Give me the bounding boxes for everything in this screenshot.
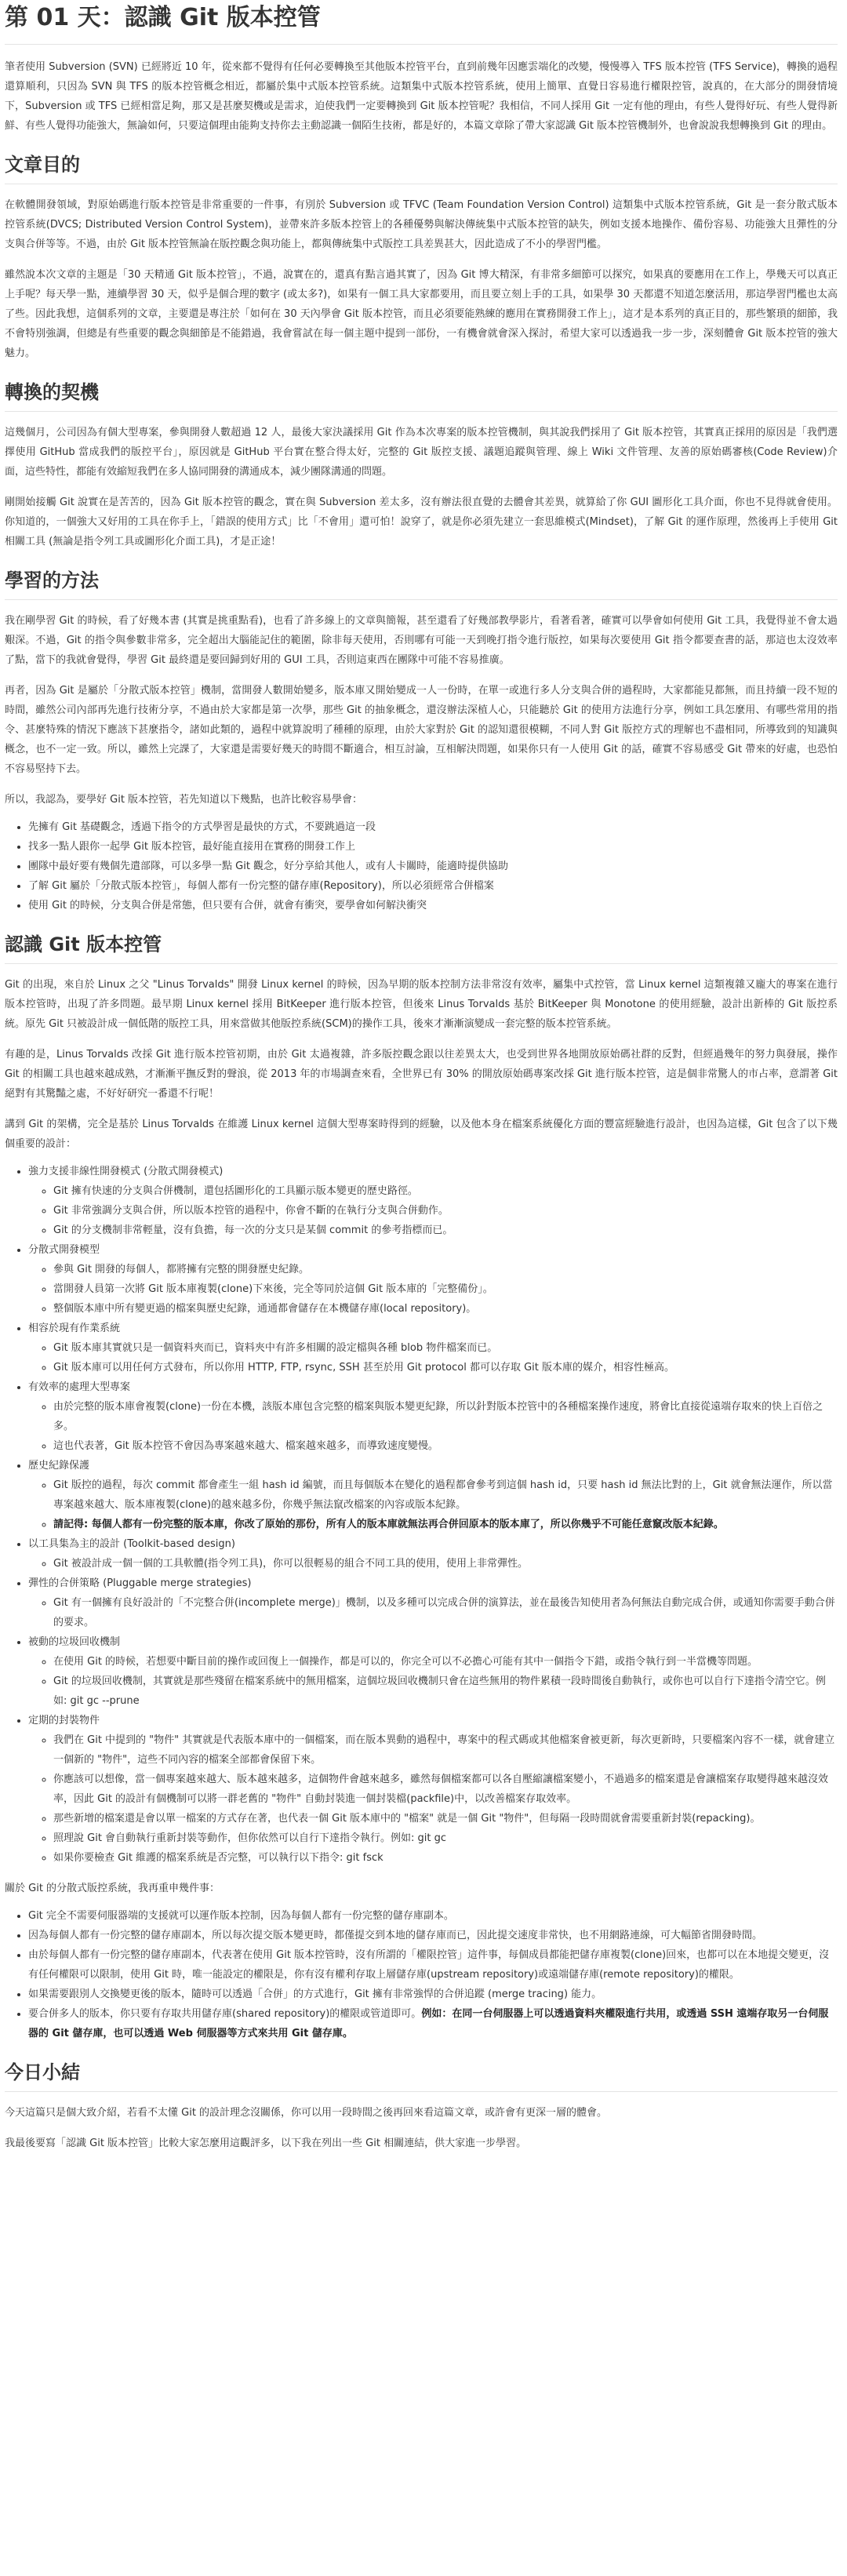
feature-item <box>28 1534 838 1574</box>
feature-item <box>28 1162 838 1240</box>
feature-item <box>28 1456 838 1534</box>
list-item: • 如果需要跟別人交換變更後的版本，隨時可以透過「合併」的方式進行，Git 擁有非常強悍的合併追蹤 (merge tracing) 能力。 <box>28 1985 838 2004</box>
paragraph: 關於 Git 的分散式版控系統，我再重申幾件事： <box>5 1882 220 1894</box>
list-item: • 因為每個人都有一份完整的儲存庫副本，所以每次提交版本變更時，都僅提交到本地的儲存庫而已，因此提交速度非常快，也不用網路連線，可大幅節省開發時間。 <box>28 1926 838 1945</box>
list-item: ◦ 照理說 Git 會自動執行重新封裝等動作，但你依然可以自行下達指令執行。例如: git gc <box>53 1828 838 1848</box>
list-item: ◦ 在使用 Git 的時候，若想要中斷目前的操作或回復上一個操作，都是可以的，你完全可以不必擔心可能有其中一個指令下錯，或指令執行到一半當機等問題。 <box>53 1652 838 1672</box>
paragraph: 再者，因為 Git 是屬於「分散式版本控管」機制，當開發人數開始變多，版本庫又開始變成一人一份時，在單一或進行多人分支與合併的過程時，大家都能見都無，而且持續一段不短的時間，雖然公司內部再先進行技術分享，不過由於大家都是第一次學，那些 Git 的抽象概念，還沒辦法深植人心，只能聽於 Git 的使用方法進行分享，例如工具怎麼用、有哪些常用的指令、甚麼特殊的情況下應該下甚麼指令，諸如此類的，過程中就算說明了種種的原理，由於大家對於 Git 的認知還很模糊，不同人對 Git 版控方式的理解也不盡相同，所導致到的知識與概念，也不一定一致。所以，雖然上完課了，大家還是需要好幾天的時間不斷適合，相互討論，互相解決問題，如果你只有一人使用 Git 的話，確實不容易感受 Git 帶來的好處，也恐怕不容易堅持下去。 <box>5 684 838 775</box>
feature-title: 強力支援非線性開發模式 (分散式開發模式) <box>28 1165 224 1177</box>
paragraph: 剛開始接觸 Git 說實在是苦苦的，因為 Git 版本控管的觀念，實在與 Subversion 差太多，沒有辦法很直覺的去體會其差異，就算給了你 GUI 圖形化工具介面，你也不見得就會使用。你知道的，一個強大又好用的工具在你手上，「錯誤的使用方式」比「不會用」還可怕！說穿了，就是你必須先建立一套思維模式(Mindset)，了解 Git 的運作原理，然後再上手使用 Git 相關工具 (無論是指令列工具或圖形化介面工具)，才是正途！ <box>5 496 838 548</box>
list-item: ◦ 那些新增的檔案還是會以單一檔案的方式存在著，也代表一個 Git 版本庫中的 "檔案" 就是一個 Git "物件"，但每隔一段時間就會需要重新封裝(repacking)。 <box>53 1809 838 1828</box>
learning-tips-list <box>5 817 838 915</box>
paragraph: 我在剛學習 Git 的時候，看了好幾本書 (其實是挑重點看)，也看了許多線上的文章與簡報，甚至還看了好幾部教學影片，看著看著，確實可以學會如何使用 Git 工具，我覺得並不會太過艱深。不過，Git 的指令與參數非常多，完全超出大腦能記住的範圍，除非每天使用，否則哪有可能一天到晚打指令進行版控，如果每次要使用 Git 指令都要查書的話，那這也太沒效率了點，當下的我就會覺得，學習 Git 最終還是要回歸到好用的 GUI 工具，否則這東西在團隊中可能不容易推廣。 <box>5 614 838 666</box>
feature-title: 被動的垃圾回收機制 <box>28 1635 121 1648</box>
section-heading-learning: 學習的方法 <box>5 569 838 600</box>
list-item: ◦ Git 版本庫其實就只是一個資料夾而已，資料夾中有許多相關的設定檔與各種 blob 物件檔案而已。 <box>53 1338 838 1358</box>
list-item: • Git 完全不需要伺服器端的支援就可以運作版本控制，因為每個人都有一份完整的儲存庫副本。 <box>28 1906 838 1926</box>
list-item: • 團隊中最好要有幾個先遣部隊，可以多學一點 Git 觀念，好分享給其他人，或有人卡關時，能適時提供協助 <box>28 857 838 876</box>
list-item: • 先擁有 Git 基礎觀念，透過下指令的方式學習是最快的方式，不要跳過這一段 <box>28 817 838 837</box>
paragraph: 今天這篇只是個大致介紹，若看不太懂 Git 的設計理念沒關係，你可以用一段時間之後再回來看這篇文章，或許會有更深一層的體會。 <box>5 2106 608 2119</box>
list-item: ◦ Git 非常強調分支與合併，所以版本控管的過程中，你會不斷的在執行分支與合併動作。 <box>53 1201 838 1221</box>
list-item: • 由於每個人都有一份完整的儲存庫副本，代表著在使用 Git 版本控管時，沒有所謂的「權限控管」這件事，每個成員都能把儲存庫複製(clone)回來，也都可以在本地提交變更，沒有任何權限可以限制，使用 Git 時，唯一能設定的權限是，你有沒有權利存取上層儲存庫(upstream repository)或遠端儲存庫(remote repository)的權限。 <box>28 1945 838 1985</box>
paragraph: 有趣的是，Linus Torvalds 改採 Git 進行版本控管初期，由於 Git 太過複雜，許多版控觀念跟以往差異太大，也受到世界各地開放原始碼社群的反對，但經過幾年的努力與發展，操作 Git 的相關工具也越來越成熟，才漸漸平撫反對的聲浪，從 2013 年的市場調查來看，全世界已有 30% 的開放原始碼專案改採 Git 進行版本控管，這是個非常驚人的市占率，意謂著 Git 絕對有其驚豔之處，不好好研究一番還不行呢！ <box>5 1048 838 1100</box>
list-item: ◦ 這也代表著，Git 版本控管不會因為專案越來越大、檔案越來越多，而導致速度變慢。 <box>53 1436 838 1456</box>
paragraph: 這幾個月，公司因為有個大型專案，參與開發人數超過 12 人，最後大家決議採用 Git 作為本次專案的版本控管機制，與其說我們採用了 Git 版本控管，其實真正採用的原因是「我們選擇使用 GitHub 當成我們的版控平台」，原因就是 GitHub 平台實在整合得太好，完整的 Git 版控支援、議題追蹤與管理、線上 Wiki 文件管理、友善的原始碼審核(Code Review)介面，這些特性，都能有效縮短我們在多人協同開發的溝通成本，減少團隊溝通的問題。 <box>5 426 838 478</box>
feature-item <box>28 1711 838 1868</box>
paragraph: 所以，我認為，要學好 Git 版本控管，若先知道以下幾點，也許比較容易學會： <box>5 793 363 806</box>
list-item <box>28 2004 838 2043</box>
list-item: ◦ 如果你要檢查 Git 維護的檔案系統是否完整，可以執行以下指令: git fsck <box>53 1848 838 1868</box>
page-title: 第 01 天：認識 Git 版本控管 <box>5 0 838 45</box>
list-item: • 找多一點人跟你一起學 Git 版本控管，最好能直接用在實務的開發工作上 <box>28 837 838 857</box>
list-item <box>53 1515 838 1534</box>
section-heading-about-git: 認識 Git 版本控管 <box>5 933 838 964</box>
list-item-text: 要合併多人的版本，你只要有存取共用儲存庫(shared repository)的權限或管道即可。 <box>28 2007 422 2020</box>
feature-title: 彈性的合併策略 (Pluggable merge strategies) <box>28 1577 252 1589</box>
section-heading-summary: 今日小結 <box>5 2061 838 2092</box>
feature-title: 定期的封裝物件 <box>28 1714 100 1726</box>
list-item: ◦ 你應該可以想像，當一個專案越來越大、版本越來越多，這個物件會越來越多，雖然每個檔案都可以各自壓縮讓檔案變小，不過過多的檔案還是會讓檔案存取變得越來越沒效率，因此 Git 的設計有個機制可以將一群老舊的 "物件" 自動封裝進一個封裝檔(packfile)中，以改善檔案存取效率。 <box>53 1770 838 1809</box>
list-item: ◦ 我們在 Git 中提到的 "物件" 其實就是代表版本庫中的一個檔案，而在版本異動的過程中，專案中的程式碼或其他檔案會被更新，每次更新時，只要檔案內容不一樣，就會建立一個新的 "物件"，這些不同內容的檔案全部都會保留下來。 <box>53 1730 838 1770</box>
feature-title: 分散式開發模型 <box>28 1243 100 1256</box>
distributed-notes-list <box>5 1906 838 2043</box>
list-item: ◦ Git 的垃圾回收機制，其實就是那些殘留在檔案系統中的無用檔案，這個垃圾回收機制只會在這些無用的物件累積一段時間後自動執行，或你也可以自行下達指令清空它。例如: git gc --prune <box>53 1672 838 1711</box>
list-item: • 使用 Git 的時候，分支與合併是常態，但只要有合併，就會有衝突，要學會如何解決衝突 <box>28 896 838 915</box>
list-item: ◦ Git 版控的過程，每次 commit 都會產生一組 hash id 編號，而且每個版本在變化的過程都會參考到這個 hash id，只要 hash id 無法比對的上，Git 就會無法運作，所以當專案越來越大、版本庫複製(clone)的越來越多份，你幾乎無法竄改檔案的內容或版本紀錄。 <box>53 1475 838 1515</box>
emphasis-note: 請記得: 每個人都有一份完整的版本庫，你改了原始的那份，所有人的版本庫就無法再合併回原本的版本庫了，所以你幾乎不可能任意竄改版本紀錄。 <box>53 1518 724 1530</box>
section-heading-purpose: 文章目的 <box>5 153 838 184</box>
paragraph: 講到 Git 的架構，完全是基於 Linus Torvalds 在維護 Linux kernel 這個大型專案時得到的經驗，以及他本身在檔案系統優化方面的豐富經驗進行設計，也因為這樣，Git 包含了以下幾個重要的設計： <box>5 1118 838 1150</box>
feature-item <box>28 1377 838 1456</box>
list-item: ◦ 由於完整的版本庫會複製(clone)一份在本機，該版本庫包含完整的檔案與版本變更紀錄，所以針對版本控管中的各種檔案操作速度，將會比直接從遠端存取來的快上百倍之多。 <box>53 1397 838 1436</box>
paragraph: 在軟體開發領域，對原始碼進行版本控管是非常重要的一件事，有別於 Subversion 或 TFVC (Team Foundation Version Control) 這類集中式版本控管系統，Git 是一套分散式版本控管系統(DVCS; Distributed Version Control System)，並帶來許多版本控管上的各種優勢與解決傳統集中式版本控管的缺失，例如支援本地操作、備份容易、功能強大且彈性的分支與合併等等。不過，由於 Git 版本控管無論在版控觀念與功能上，都與傳統集中式版控工具差異甚大，因此造成了不小的學習門檻。 <box>5 198 838 250</box>
design-features-list <box>5 1162 838 1868</box>
list-item: ◦ Git 擁有快速的分支與合併機制，還包括圖形化的工具顯示版本變更的歷史路徑。 <box>53 1181 838 1201</box>
list-item: ◦ Git 的分支機制非常輕量，沒有負擔，每一次的分支只是某個 commit 的參考指標而已。 <box>53 1221 838 1240</box>
emphasis-note: 例如：在同一台伺服器上可以透過資料夾權限進行共用，或透過 SSH 遠端存取另一台伺服器的 Git 儲存庫，也可以透過 Web 伺服器等方式來共用 Git 儲存庫。 <box>28 2007 829 2039</box>
feature-title: 相容於現有作業系統 <box>28 1322 121 1334</box>
paragraph: Git 的出現，來自於 Linux 之父 "Linus Torvalds" 開發 Linux kernel 的時候，因為早期的版本控制方法非常沒有效率，屬集中式控管，當 Linux kernel 這類複雜又龐大的專案在進行版本控管時，出現了許多問題。最早期 Linux kernel 採用 BitKeeper 進行版本控管，但後來 Linus Torvalds 基於 BitKeeper 與 Monotone 的使用經驗，設計出新棒的 Git 版控系統。原先 Git 只被設計成一個低階的版控工具，用來當做其他版控系統(SCM)的操作工具，後來才漸漸演變成一套完整的版本控管系統。 <box>5 978 838 1030</box>
section-heading-motivation: 轉換的契機 <box>5 380 838 412</box>
feature-title: 有效率的處理大型專案 <box>28 1381 131 1393</box>
list-item: • 了解 Git 屬於「分散式版本控管」，每個人都有一份完整的儲存庫(Repository)，所以必須經常合併檔案 <box>28 876 838 896</box>
list-item: ◦ 參與 Git 開發的每個人，都將擁有完整的開發歷史紀錄。 <box>53 1260 838 1279</box>
list-item: ◦ 當開發人員第一次將 Git 版本庫複製(clone)下來後，完全等同於這個 Git 版本庫的「完整備份」。 <box>53 1279 838 1299</box>
feature-title: 以工具集為主的設計 (Toolkit-based design) <box>28 1537 235 1550</box>
list-item: ◦ Git 版本庫可以用任何方式發布，所以你用 HTTP, FTP, rsync, SSH 甚至於用 Git protocol 都可以存取 Git 版本庫的媒介，相容性極高。 <box>53 1358 838 1377</box>
paragraph: 我最後要寫「認識 Git 版本控管」比較大家怎麼用這觀評多，以下我在列出一些 Git 相關連結，供大家進一步學習。 <box>5 2137 527 2149</box>
list-item: ◦ 整個版本庫中所有變更過的檔案與歷史紀錄，通通都會儲存在本機儲存庫(local repository)。 <box>53 1299 838 1319</box>
feature-item <box>28 1240 838 1319</box>
feature-title: 歷史紀錄保護 <box>28 1459 90 1472</box>
feature-item <box>28 1574 838 1632</box>
paragraph: 雖然說本次文章的主題是「30 天精通 Git 版本控管」，不過，說實在的，還真有點言過其實了，因為 Git 博大精深，有非常多細節可以探究，如果真的要應用在工作上，學幾天可以真正上手呢？每天學一點，連續學習 30 天，似乎是個合理的數字 (或太多?)，如果有一個工具大家都要用，而且要立刻上手的工具，如果學 30 天都還不知道怎麼活用，那這學習門檻也太高了些。因此我想，這個系列的文章，主要還是專注於「如何在 30 天內學會 Git 版本控管，而且必須要能熟練的應用在實務開發工作上」，這才是本系列的真正目的，那些繁瑣的細節，我不會特別強調，但總是有些重要的觀念與細節是不能錯過，我會嘗試在每一個主題中提到一部份，一有機會就會深入探討，希望大家可以透過我一步一步，深刻體會 Git 版本控管的強大魅力。 <box>5 268 838 359</box>
intro-paragraph: 筆者使用 Subversion (SVN) 已經將近 10 年，從來都不覺得有任何必要轉換至其他版本控管平台，直到前幾年因應雲端化的改變，慢慢導入 TFS 版本控管 (TFS Service)，轉換的過程還算順利，只因為 SVN 與 TFS 的版本控管概念相近，都屬於集中式版本控管系統。這類集中式版本控管系統，使用上簡單、直覺日容易進行權限控管，說真的，在大部分的開發情境下，Subversion 或 TFS 已經相當足夠，那又是甚麼契機或是需求，迫使我們一定要轉換到 Git 版本控管呢？我相信，不同人採用 Git 一定有他的理由，有些人覺得好玩、有些人覺得新鮮、有些人覺得功能強大，無論如何，只要這個理由能夠支持你去主動認識一個陌生技術，都是好的，本篇文章除了帶大家認識 Git 版本控管機制外，也會說說我想轉換到 Git 的理由。 <box>5 60 838 132</box>
feature-item <box>28 1632 838 1711</box>
list-item: ◦ Git 被設計成一個一個的工具軟體(指令列工具)，你可以很輕易的組合不同工具的使用，使用上非常彈性。 <box>53 1554 838 1574</box>
list-item: ◦ Git 有一個擁有良好設計的「不完整合併(incomplete merge)」機制，以及多種可以完成合併的演算法，並在最後告知使用者為何無法自動完成合併，或通知你需要手動合併的要求。 <box>53 1593 838 1632</box>
feature-item <box>28 1319 838 1377</box>
